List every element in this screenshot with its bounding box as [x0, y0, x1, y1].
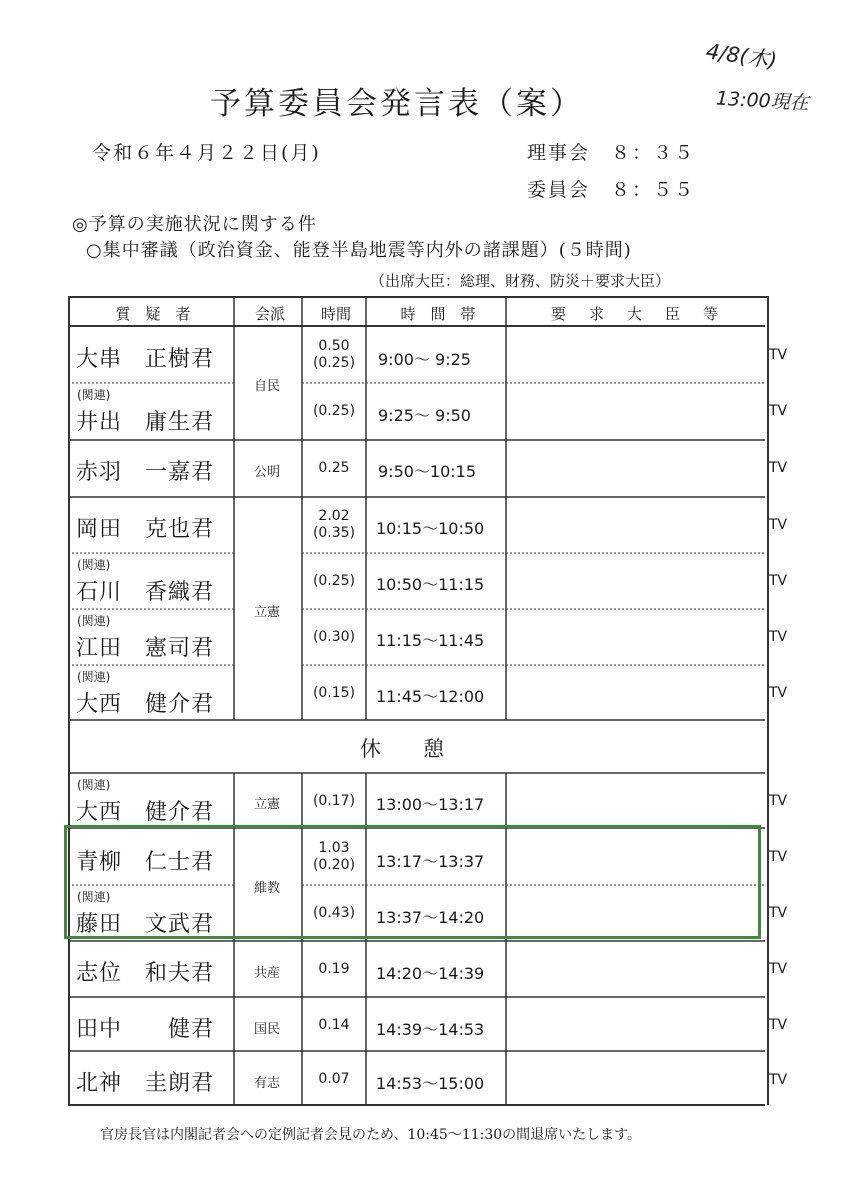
tv-marker: TV	[769, 460, 788, 476]
tv-marker: TV	[769, 849, 788, 865]
related-tag: (関連)	[77, 670, 111, 684]
questioner-name: 北神 圭朗君	[76, 1071, 215, 1096]
questioner-name: 岡田 克也君	[76, 517, 215, 542]
time-slot: 10:50～11:15	[376, 575, 485, 594]
session-line: ○集中審議（政治資金、能登半島地震等内外の諸課題）(５時間)	[86, 240, 632, 261]
handwritten-date-note: 4/8(木)	[704, 39, 779, 73]
header-faction: 会派	[254, 304, 285, 323]
time-allocation: (0.25)	[312, 403, 356, 419]
tv-marker: TV	[769, 1072, 788, 1088]
time-slot: 9:25～ 9:50	[378, 406, 471, 425]
subject-line: ◎予算の実施状況に関する件	[72, 214, 317, 235]
questioner-name: 大西 健介君	[76, 692, 215, 717]
committee-meeting-time: 委員会 ８：５５	[527, 179, 696, 201]
time-allocation: (0.15)	[312, 685, 356, 701]
questioner-name: 藤田 文武君	[76, 912, 215, 937]
questioner-name: 赤羽 一嘉君	[76, 460, 215, 485]
highlight-box	[64, 825, 761, 939]
footer-note: 官房長官は内閣記者会への定例記者会見のため、10:45～11:30の間退席いたします。	[100, 1127, 642, 1143]
time-allocation: 0.50 (0.25)	[312, 338, 356, 371]
time-slot: 10:15～10:50	[376, 519, 485, 538]
faction-label: 有志	[254, 1076, 281, 1091]
header-timeslot: 時 間 帯	[400, 304, 476, 323]
questioner-name: 青柳 仁士君	[76, 850, 215, 875]
tv-marker: TV	[769, 517, 788, 533]
tv-marker: TV	[769, 905, 788, 921]
faction-label: 国民	[254, 1022, 281, 1037]
time-slot: 14:20～14:39	[376, 964, 485, 983]
questioner-name: 志位 和夫君	[76, 961, 215, 986]
faction-label: 立憲	[254, 605, 281, 620]
time-slot: 13:00～13:17	[376, 795, 485, 814]
related-tag: (関連)	[77, 614, 111, 628]
tv-marker: TV	[769, 1017, 788, 1033]
meeting-date: 令和６年４月２２日(月)	[92, 142, 321, 164]
time-allocation: (0.30)	[312, 629, 356, 645]
tv-marker: TV	[769, 347, 788, 363]
tv-marker: TV	[769, 793, 788, 809]
time-slot: 13:17～13:37	[376, 852, 485, 871]
time-allocation: 0.14	[318, 1017, 350, 1033]
questioner-name: 大西 健介君	[76, 800, 215, 825]
faction-label: 自民	[254, 379, 281, 394]
header-time: 時間	[320, 304, 351, 323]
header-ministers: 要 求 大 臣 等	[550, 304, 722, 323]
time-slot: 9:00～ 9:25	[378, 350, 471, 369]
time-allocation: 2.02 (0.35)	[312, 508, 356, 541]
break-label: 休 憩	[360, 737, 444, 761]
time-allocation: 0.19	[318, 961, 350, 977]
related-tag: (関連)	[77, 778, 111, 792]
time-slot: 11:45～12:00	[376, 687, 485, 706]
questioner-name: 大串 正樹君	[76, 347, 215, 372]
time-slot: 14:39～14:53	[376, 1020, 485, 1039]
time-slot: 14:53～15:00	[376, 1074, 485, 1093]
questioner-name: 田中 健君	[76, 1017, 215, 1042]
related-tag: (関連)	[77, 388, 111, 402]
attending-ministers: （出席大臣：総理、財務、防災＋要求大臣）	[370, 272, 671, 290]
tv-marker: TV	[769, 403, 788, 419]
tv-marker: TV	[769, 961, 788, 977]
time-allocation: (0.43)	[312, 905, 356, 921]
faction-label: 公明	[254, 465, 281, 480]
time-slot: 9:50～10:15	[378, 462, 477, 481]
related-tag: (関連)	[77, 558, 111, 572]
faction-label: 維教	[254, 881, 281, 896]
faction-label: 共産	[254, 966, 281, 981]
time-slot: 13:37～14:20	[376, 908, 485, 927]
faction-label: 立憲	[254, 797, 281, 812]
time-allocation: (0.25)	[312, 573, 356, 589]
tv-marker: TV	[769, 573, 788, 589]
header-questioner: 質 疑 者	[115, 304, 191, 323]
questioner-name: 江田 憲司君	[76, 636, 215, 661]
tv-marker: TV	[769, 629, 788, 645]
handwritten-time-note: 13:00現在	[715, 87, 810, 115]
questioner-name: 井出 庸生君	[76, 410, 215, 435]
board-meeting-time: 理事会 ８：３５	[527, 142, 696, 164]
time-allocation: 0.25	[318, 460, 350, 476]
questioner-name: 石川 香織君	[76, 580, 215, 605]
time-allocation: 1.03 (0.20)	[312, 840, 356, 873]
time-slot: 11:15～11:45	[376, 631, 485, 650]
related-tag: (関連)	[77, 890, 111, 904]
document-title: 予算委員会発言表（案）	[210, 86, 584, 122]
time-allocation: (0.17)	[312, 793, 356, 809]
time-allocation: 0.07	[318, 1071, 350, 1087]
tv-marker: TV	[769, 685, 788, 701]
